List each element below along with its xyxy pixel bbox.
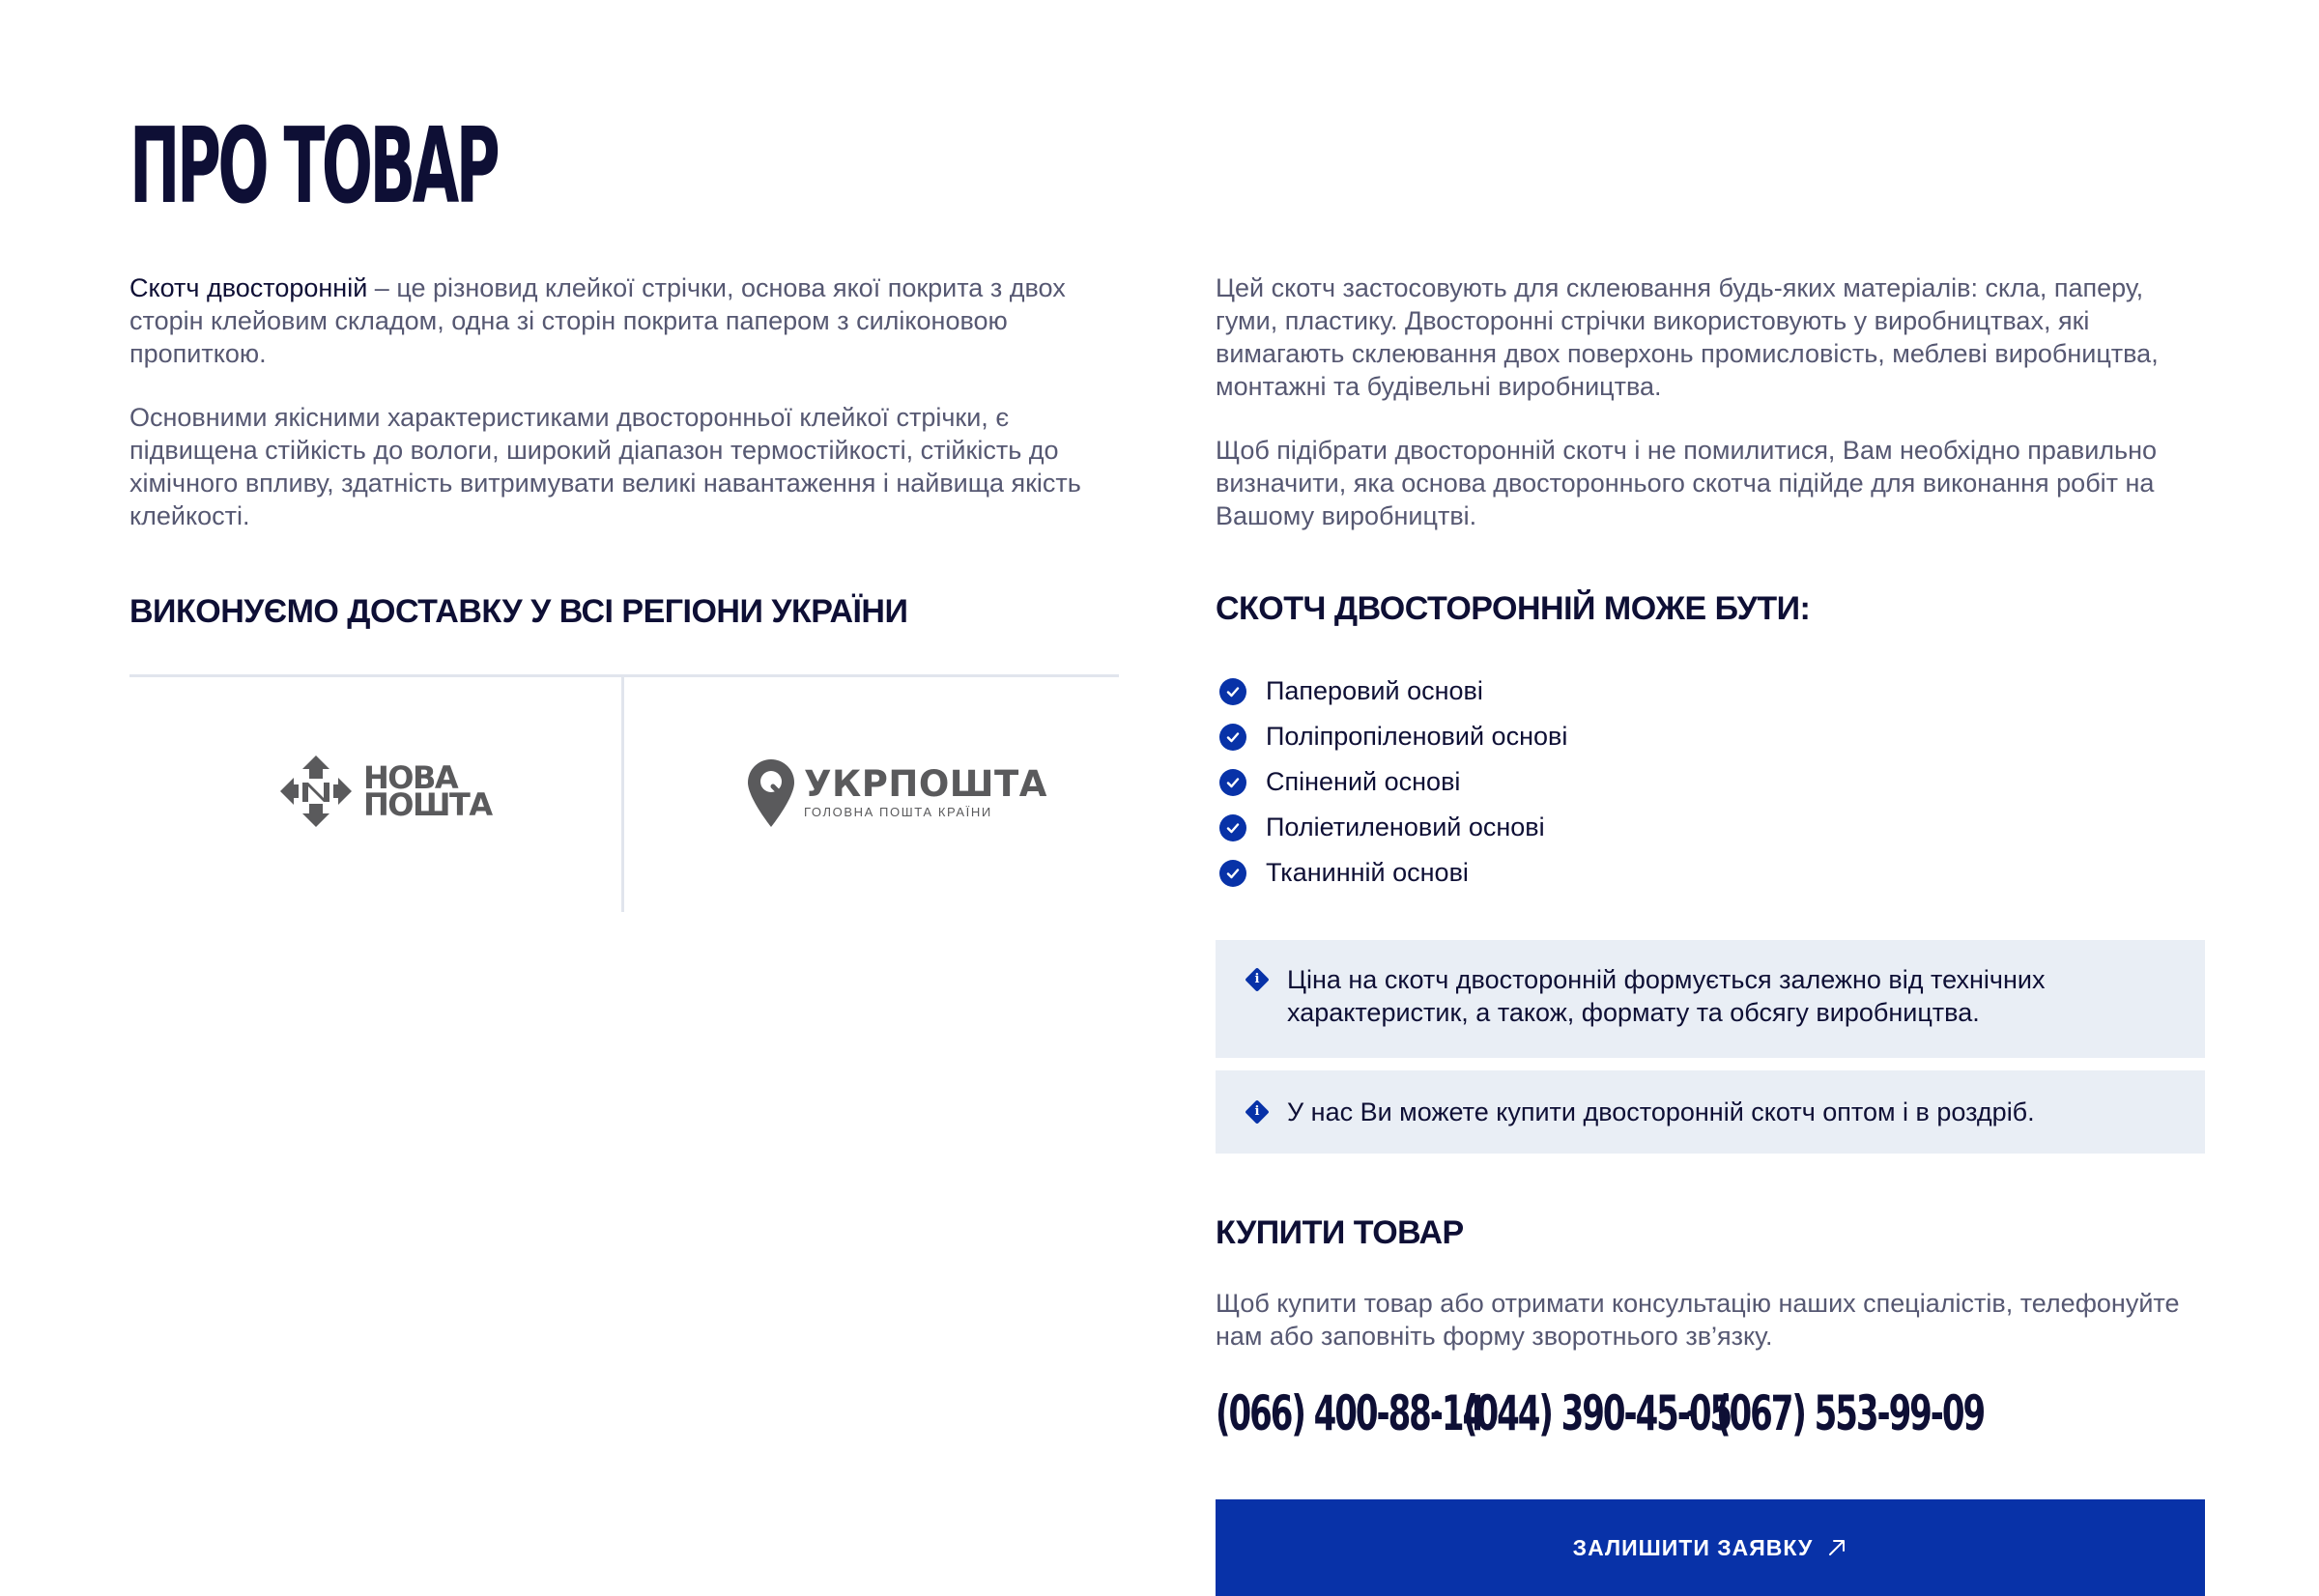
types-heading: СКОТЧ ДВОСТОРОННІЙ МОЖЕ БУТИ:	[1216, 590, 1811, 627]
delivery-carriers	[129, 674, 1119, 912]
check-circle-icon	[1219, 678, 1246, 705]
list-item-label: Тканинній основі	[1266, 858, 1469, 887]
ukrposhta-wordmark	[804, 763, 1047, 820]
delivery-heading: ВИКОНУЄМО ДОСТАВКУ У ВСІ РЕГІОНИ УКРАЇНИ	[129, 593, 908, 630]
leave-request-button[interactable]	[1216, 1499, 2205, 1596]
ukrposhta-tagline: ГОЛОВНА ПОШТА КРАЇНИ	[804, 805, 992, 819]
list-item-label: Поліпропіленовий основі	[1266, 722, 1568, 751]
check-circle-icon	[1219, 860, 1246, 887]
list-item	[1219, 805, 1567, 850]
ukrposhta-logo	[748, 759, 1047, 827]
price-note	[1216, 940, 2205, 1058]
check-circle-icon	[1219, 769, 1246, 796]
intro-paragraph	[129, 271, 1096, 370]
list-item	[1219, 759, 1567, 805]
price-note-text: Ціна на скотч двосторонній формується залежно від технічних характеристик, а також, формату та обсягу виробництва.	[1287, 965, 2046, 1027]
ukrposhta-name: УКРПОШТА	[804, 763, 1047, 805]
phone-list	[1216, 1385, 1985, 1441]
nova-poshta-logo	[280, 755, 492, 827]
phone-link[interactable]: (044) 390-45-05	[1463, 1385, 1732, 1441]
arrow-up-right-icon	[1826, 1537, 1847, 1558]
wholesale-note-text: У нас Ви можете купити двосторонній скотч оптом і в роздріб.	[1287, 1097, 2035, 1126]
buy-text: Щоб купити товар або отримати консультацію наших спеціалістів, телефонуйте нам або заповніть форму зворотнього зв’язку.	[1216, 1289, 2180, 1351]
leave-request-label: ЗАЛИШИТИ ЗАЯВКУ	[1572, 1534, 1814, 1560]
usage-paragraph: Цей скотч застосовують для склеювання будь-яких матеріалів: скла, паперу, гуми, пластику. Двосторонні стрічки використовують у виробництвах, які вимагають склеювання двох поверхонь промисловість, меблеві виробництва, монтажні та будівельні виробництва.	[1216, 273, 2159, 401]
divider	[621, 677, 624, 912]
location-pin-icon	[748, 759, 794, 827]
types-list	[1219, 669, 1567, 896]
info-icon: i	[1245, 967, 1270, 992]
info-icon: i	[1245, 1099, 1270, 1125]
buy-heading: КУПИТИ ТОВАР	[1216, 1214, 1464, 1251]
list-item	[1219, 850, 1567, 896]
list-item	[1219, 714, 1567, 759]
page-title: ПРО ТОВАР	[129, 106, 498, 227]
nova-poshta-wordmark	[363, 759, 492, 823]
list-item	[1219, 669, 1567, 714]
nova-poshta-line1: НОВА	[363, 759, 458, 796]
divider	[129, 674, 1119, 677]
nova-poshta-icon	[280, 755, 352, 827]
check-circle-icon	[1219, 724, 1246, 751]
list-item-label: Паперовий основі	[1266, 676, 1483, 705]
list-item-label: Поліетиленовий основі	[1266, 812, 1545, 841]
intro-strong: Скотч двосторонній	[129, 273, 368, 302]
list-item-label: Спінений основі	[1266, 767, 1461, 796]
phone-link[interactable]: (067) 553-99-09	[1716, 1385, 1985, 1441]
phone-link[interactable]: (066) 400-88-14	[1216, 1385, 1484, 1441]
check-circle-icon	[1219, 814, 1246, 841]
choose-paragraph: Щоб підібрати двосторонній скотч і не помилитися, Вам необхідно правильно визначити, яка основа двостороннього скотча підійде для виконання робіт на Вашому виробництві.	[1216, 436, 2158, 530]
wholesale-note	[1216, 1070, 2205, 1154]
intro-text: – це різновид клейкої стрічки, основа якої покрита з двох сторін клейовим складом, одна зі сторін покрита папером з силіконовою пропиткою.	[129, 273, 1066, 368]
nova-poshta-line2: ПОШТА	[363, 786, 492, 823]
characteristics-paragraph: Основними якісними характеристиками двосторонньої клейкої стрічки, є підвищена стійкість до вологи, широкий діапазон термостійкості, стійкість до хімічного впливу, здатність витримувати великі навантаження і найвища якість клейкості.	[129, 403, 1081, 530]
